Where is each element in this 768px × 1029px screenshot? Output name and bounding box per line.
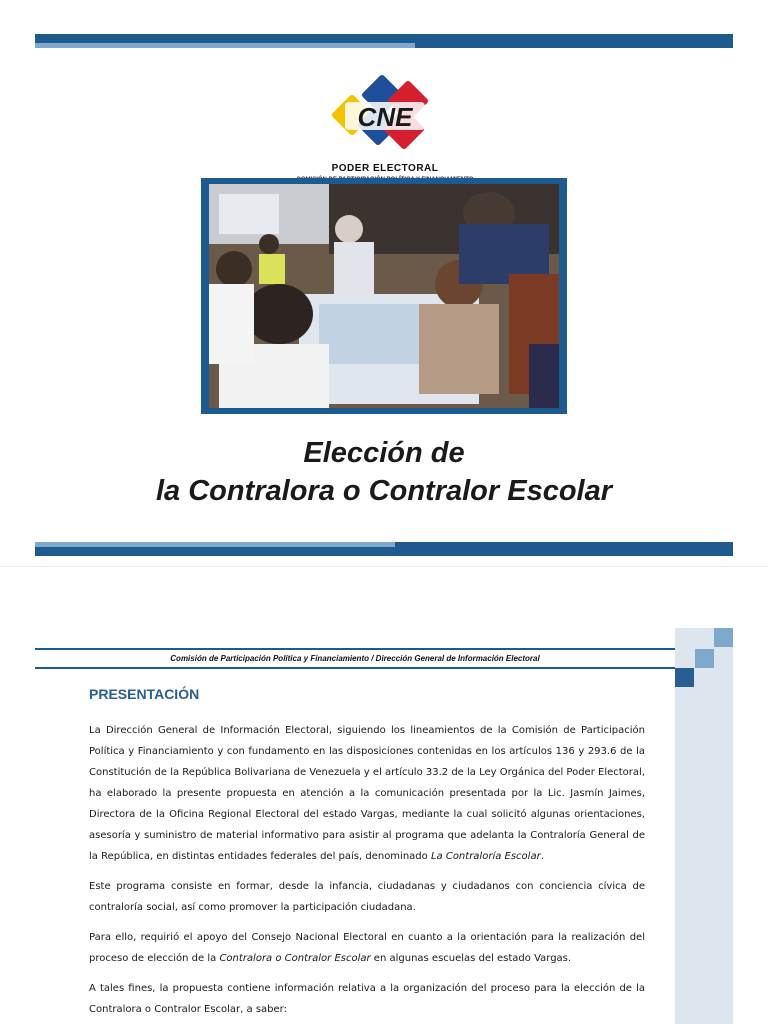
cover-photo-frame (201, 178, 567, 414)
side-decoration (675, 628, 733, 1024)
cover-bottom-band (35, 542, 733, 556)
org-name: PODER ELECTORAL (331, 163, 439, 174)
cover-title-line-2: la Contralora o Contralor Escolar (155, 475, 613, 507)
header-rule-top (35, 648, 675, 650)
paragraph-1: La Dirección General de Información Electoral, siguiendo los lineamientos de la Comisión de Participación Política y Financiamiento y con fundamento en las disposiciones contenidas en los artículos 136 y 293.6 de la Constitución de la República Bolivariana de Venezuela y el artículo 33.2 de la Ley Orgánica del Poder Electoral, ha elaborado la presente propuesta en atención a la comunicación presentada por la Lic. Jasmín Jaimes, Directora de la Oficina Regional Electoral del estado Vargas, mediante la cual solicitó algunas orientaciones, asesoría y suministro de material informativo para asistir al programa que adelanta la Contraloría General de la República, en distintas entidades federales del país, denominado La Contraloría Escolar. (89, 725, 645, 862)
section-title: PRESENTACIÓN (89, 686, 200, 702)
header-rule-bottom (35, 667, 675, 669)
cover-page (35, 34, 733, 558)
paragraph-4: A tales fines, la propuesta contiene información relativa a la organización del proceso para la elección de la Contralora o Contralor Escolar, a saber: (89, 983, 645, 1015)
body-text (89, 720, 645, 1029)
cover-title-line-1: Elección de (303, 437, 465, 469)
page-header: Comisión de Participación Política y Financiamiento / Dirección General de Información Electoral (170, 654, 540, 663)
cne-logo-text: CNE (357, 102, 413, 132)
deco-square (675, 668, 694, 687)
cover-top-band (35, 34, 733, 48)
presentation-page (35, 628, 768, 1024)
cne-logo-icon (325, 68, 445, 160)
page-divider (0, 566, 768, 567)
cover-photo (209, 184, 559, 408)
paragraph-3: Para ello, requirió el apoyo del Consejo Nacional Electoral en cuanto a la orientación para la realización del proceso de elección de la Contralora o Contralor Escolar en algunas escuelas del estado Vargas. (89, 932, 645, 964)
deco-square (695, 649, 714, 668)
cover-title (35, 434, 733, 510)
children-photo-image (209, 184, 559, 408)
deco-square (714, 628, 733, 647)
paragraph-2: Este programa consiste en formar, desde la infancia, ciudadanas y ciudadanos con conciencia cívica de contraloría social, así como promover la participación ciudadana. (89, 881, 645, 913)
